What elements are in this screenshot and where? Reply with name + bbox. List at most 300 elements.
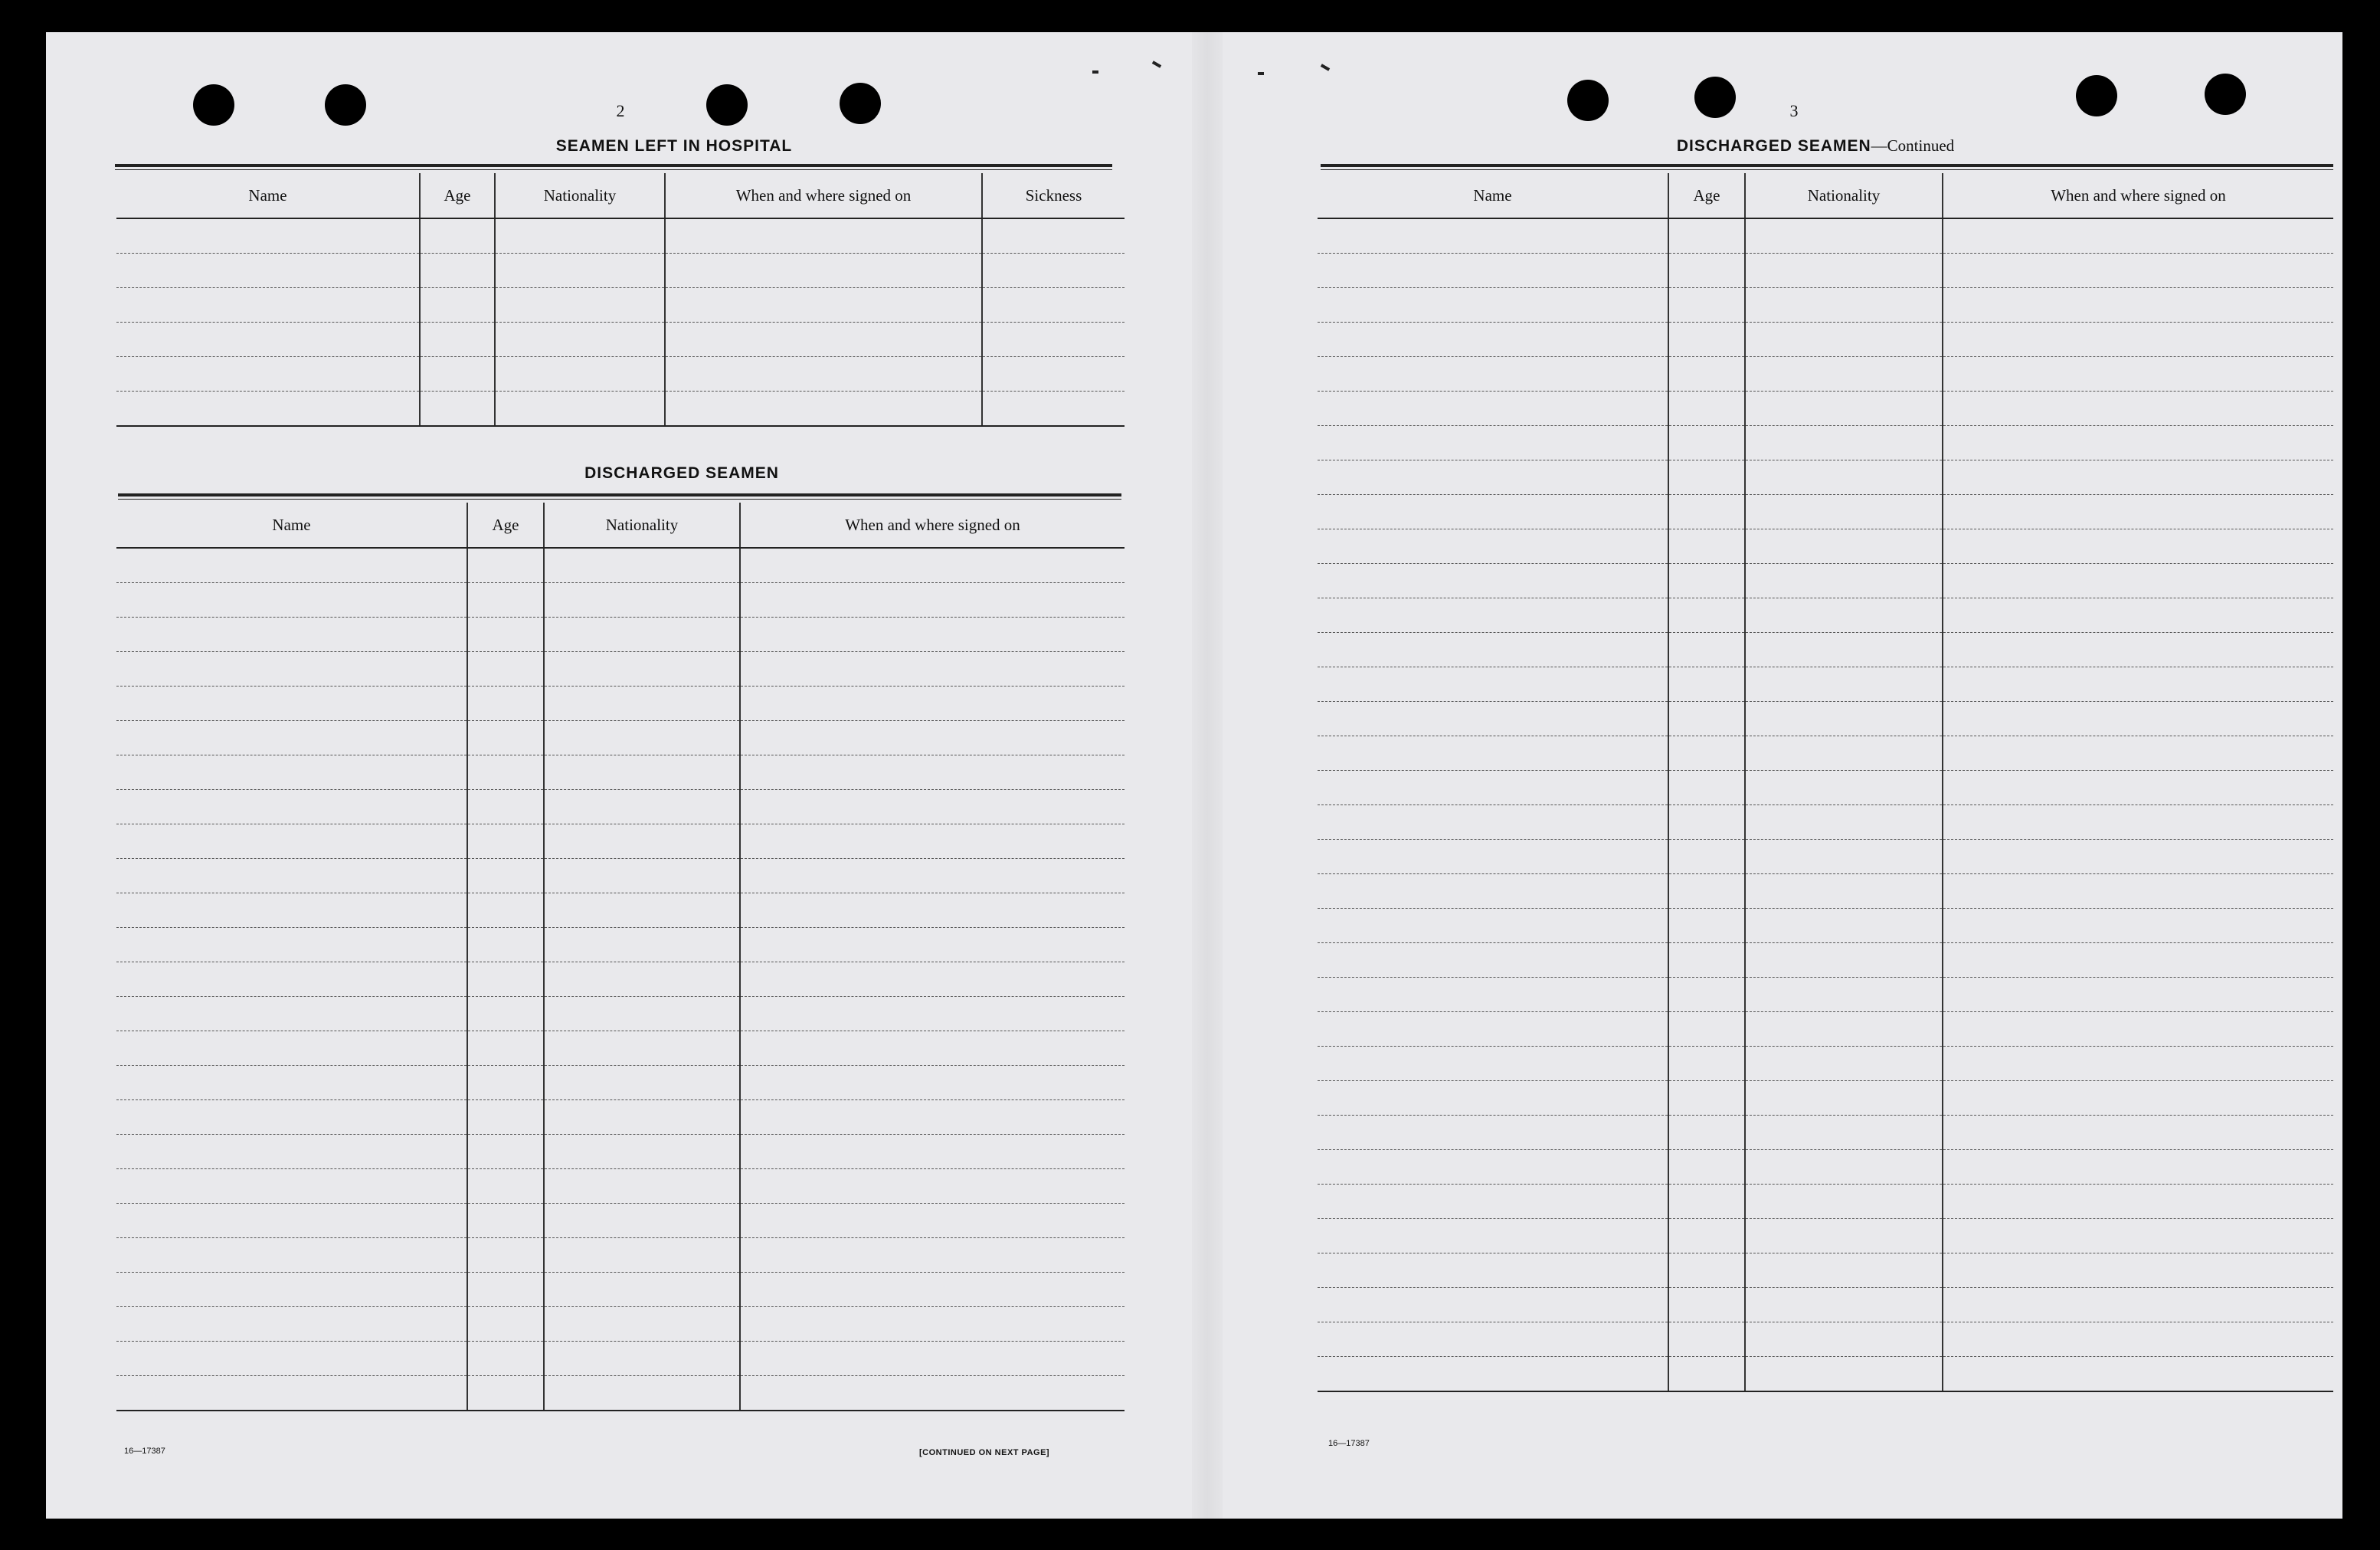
table-header-row bbox=[1318, 173, 2333, 218]
table-cell[interactable] bbox=[1943, 1253, 2333, 1288]
table-cell[interactable] bbox=[1745, 598, 1943, 633]
table-cell[interactable] bbox=[1668, 598, 1745, 633]
table-cell[interactable] bbox=[1745, 1288, 1943, 1322]
table-cell[interactable] bbox=[1668, 1012, 1745, 1047]
table-cell[interactable] bbox=[1668, 805, 1745, 840]
table-cell[interactable] bbox=[982, 357, 1125, 392]
table-cell[interactable] bbox=[420, 392, 495, 427]
table-cell[interactable] bbox=[116, 790, 467, 824]
table-cell[interactable] bbox=[1943, 909, 2333, 943]
table-cell[interactable] bbox=[740, 893, 1125, 928]
table-cell[interactable] bbox=[467, 997, 544, 1031]
table-cell[interactable] bbox=[1318, 218, 1668, 254]
table-cell[interactable] bbox=[544, 1376, 740, 1411]
table-cell[interactable] bbox=[1318, 840, 1668, 874]
table-cell[interactable] bbox=[544, 1307, 740, 1342]
table-cell[interactable] bbox=[1745, 978, 1943, 1012]
table-cell[interactable] bbox=[467, 1100, 544, 1135]
column-header-name: Name bbox=[116, 173, 420, 218]
table-row bbox=[1318, 943, 2333, 978]
table-cell[interactable] bbox=[1745, 702, 1943, 736]
table-cell[interactable] bbox=[544, 962, 740, 997]
table-cell[interactable] bbox=[1318, 943, 1668, 978]
table-cell[interactable] bbox=[740, 548, 1125, 583]
table-cell[interactable] bbox=[116, 323, 420, 357]
table-cell[interactable] bbox=[116, 1100, 467, 1135]
table-cell[interactable] bbox=[740, 1273, 1125, 1307]
table-cell[interactable] bbox=[116, 254, 420, 288]
table-cell[interactable] bbox=[1668, 771, 1745, 805]
table-cell[interactable] bbox=[544, 583, 740, 618]
table-cell[interactable] bbox=[740, 1238, 1125, 1273]
table-cell[interactable] bbox=[1318, 702, 1668, 736]
table-cell[interactable] bbox=[467, 721, 544, 755]
table-cell[interactable] bbox=[116, 928, 467, 962]
table-cell[interactable] bbox=[1318, 1219, 1668, 1253]
table-cell[interactable] bbox=[544, 1204, 740, 1238]
table-cell[interactable] bbox=[116, 548, 467, 583]
table-cell[interactable] bbox=[1745, 805, 1943, 840]
punch-hole bbox=[1567, 80, 1609, 121]
table-cell[interactable] bbox=[116, 1376, 467, 1411]
table-cell[interactable] bbox=[467, 583, 544, 618]
table-cell[interactable] bbox=[544, 1273, 740, 1307]
table-cell[interactable] bbox=[1668, 218, 1745, 254]
table-cell[interactable] bbox=[740, 652, 1125, 687]
table-cell[interactable] bbox=[740, 1307, 1125, 1342]
hospital-section-title: SEAMEN LEFT IN HOSPITAL bbox=[555, 137, 793, 155]
table-cell[interactable] bbox=[544, 652, 740, 687]
table-cell[interactable] bbox=[1943, 874, 2333, 909]
table-cell[interactable] bbox=[467, 1169, 544, 1204]
table-cell[interactable] bbox=[1668, 1047, 1745, 1081]
table-cell[interactable] bbox=[1745, 426, 1943, 460]
table-cell[interactable] bbox=[467, 893, 544, 928]
table-cell[interactable] bbox=[1318, 1047, 1668, 1081]
table-cell[interactable] bbox=[740, 859, 1125, 893]
table-cell[interactable] bbox=[544, 1100, 740, 1135]
speck bbox=[1092, 70, 1098, 74]
table-cell[interactable] bbox=[665, 288, 982, 323]
table-cell[interactable] bbox=[544, 618, 740, 652]
table-cell[interactable] bbox=[1745, 529, 1943, 564]
table-cell[interactable] bbox=[495, 323, 665, 357]
table-cell[interactable] bbox=[1745, 1047, 1943, 1081]
punch-hole bbox=[193, 84, 234, 126]
table-row bbox=[1318, 357, 2333, 392]
table-cell[interactable] bbox=[1668, 1357, 1745, 1392]
table-cell[interactable] bbox=[467, 652, 544, 687]
table-cell[interactable] bbox=[1318, 1185, 1668, 1219]
table-cell[interactable] bbox=[1668, 564, 1745, 598]
table-cell[interactable] bbox=[1668, 392, 1745, 426]
table-cell[interactable] bbox=[1318, 1116, 1668, 1150]
table-cell[interactable] bbox=[467, 1031, 544, 1066]
table-cell[interactable] bbox=[116, 997, 467, 1031]
table-cell[interactable] bbox=[1668, 736, 1745, 771]
table-cell[interactable] bbox=[467, 824, 544, 859]
table-cell[interactable] bbox=[740, 1169, 1125, 1204]
table-cell[interactable] bbox=[1943, 840, 2333, 874]
table-cell[interactable] bbox=[467, 1342, 544, 1376]
table-cell[interactable] bbox=[495, 392, 665, 427]
table-cell[interactable] bbox=[495, 218, 665, 254]
table-cell[interactable] bbox=[1668, 1185, 1745, 1219]
table-cell[interactable] bbox=[1943, 392, 2333, 426]
page-number: 3 bbox=[1789, 101, 1799, 120]
table-cell[interactable] bbox=[1745, 495, 1943, 529]
table-cell[interactable] bbox=[1668, 702, 1745, 736]
table-cell[interactable] bbox=[1318, 1012, 1668, 1047]
table-cell[interactable] bbox=[467, 962, 544, 997]
table-cell[interactable] bbox=[1943, 943, 2333, 978]
table-cell[interactable] bbox=[1745, 667, 1943, 702]
table-cell[interactable] bbox=[1943, 460, 2333, 495]
table-cell[interactable] bbox=[116, 1204, 467, 1238]
table-cell[interactable] bbox=[1745, 218, 1943, 254]
table-cell[interactable] bbox=[467, 1204, 544, 1238]
table-cell[interactable] bbox=[544, 790, 740, 824]
table-cell[interactable] bbox=[1668, 495, 1745, 529]
table-cell[interactable] bbox=[1943, 633, 2333, 667]
table-cell[interactable] bbox=[1943, 1081, 2333, 1116]
table-cell[interactable] bbox=[1668, 633, 1745, 667]
table-cell[interactable] bbox=[116, 1169, 467, 1204]
table-cell[interactable] bbox=[467, 1273, 544, 1307]
table-cell[interactable] bbox=[467, 618, 544, 652]
punch-hole bbox=[325, 84, 366, 126]
table-cell[interactable] bbox=[1943, 978, 2333, 1012]
table-cell[interactable] bbox=[467, 1307, 544, 1342]
table-cell[interactable] bbox=[1668, 909, 1745, 943]
table-cell[interactable] bbox=[1943, 598, 2333, 633]
table-cell[interactable] bbox=[1318, 667, 1668, 702]
table-cell[interactable] bbox=[1745, 1253, 1943, 1288]
table-cell[interactable] bbox=[1668, 460, 1745, 495]
table-cell[interactable] bbox=[116, 618, 467, 652]
discharged-table bbox=[116, 503, 1125, 1411]
table-cell[interactable] bbox=[1318, 805, 1668, 840]
table-cell[interactable] bbox=[1318, 736, 1668, 771]
table-cell[interactable] bbox=[116, 1307, 467, 1342]
table-cell[interactable] bbox=[467, 1135, 544, 1169]
table-cell[interactable] bbox=[495, 288, 665, 323]
table-cell[interactable] bbox=[740, 1031, 1125, 1066]
table-cell[interactable] bbox=[116, 583, 467, 618]
table-cell[interactable] bbox=[1668, 288, 1745, 323]
table-cell[interactable] bbox=[1745, 1185, 1943, 1219]
table-cell[interactable] bbox=[740, 1376, 1125, 1411]
table-cell[interactable] bbox=[1943, 1322, 2333, 1357]
table-cell[interactable] bbox=[544, 859, 740, 893]
table-cell[interactable] bbox=[420, 254, 495, 288]
table-cell[interactable] bbox=[665, 218, 982, 254]
table-cell[interactable] bbox=[1745, 460, 1943, 495]
table-cell[interactable] bbox=[1745, 874, 1943, 909]
table-row bbox=[116, 928, 1125, 962]
table-cell[interactable] bbox=[740, 997, 1125, 1031]
table-cell[interactable] bbox=[740, 824, 1125, 859]
table-cell[interactable] bbox=[116, 859, 467, 893]
table-cell[interactable] bbox=[1745, 357, 1943, 392]
table-cell[interactable] bbox=[1318, 495, 1668, 529]
table-cell[interactable] bbox=[1318, 1253, 1668, 1288]
table-cell[interactable] bbox=[1943, 667, 2333, 702]
table-cell[interactable] bbox=[116, 893, 467, 928]
table-cell[interactable] bbox=[1943, 357, 2333, 392]
table-cell[interactable] bbox=[1318, 323, 1668, 357]
table-cell[interactable] bbox=[740, 928, 1125, 962]
table-cell[interactable] bbox=[665, 357, 982, 392]
table-cell[interactable] bbox=[1318, 460, 1668, 495]
table-cell[interactable] bbox=[982, 392, 1125, 427]
table-cell[interactable] bbox=[1943, 323, 2333, 357]
table-cell[interactable] bbox=[1668, 978, 1745, 1012]
continued-note: [CONTINUED ON NEXT PAGE] bbox=[919, 1448, 1050, 1457]
table-cell[interactable] bbox=[1745, 1322, 1943, 1357]
table-cell[interactable] bbox=[467, 790, 544, 824]
table-cell[interactable] bbox=[1318, 771, 1668, 805]
table-row bbox=[1318, 495, 2333, 529]
table-cell[interactable] bbox=[1943, 529, 2333, 564]
table-cell[interactable] bbox=[116, 1238, 467, 1273]
table-cell[interactable] bbox=[1668, 1253, 1745, 1288]
table-cell[interactable] bbox=[116, 824, 467, 859]
discharged-continued-title bbox=[1279, 136, 2352, 156]
table-cell[interactable] bbox=[544, 997, 740, 1031]
table-cell[interactable] bbox=[665, 323, 982, 357]
table-cell[interactable] bbox=[116, 652, 467, 687]
table-cell[interactable] bbox=[1318, 529, 1668, 564]
table-cell[interactable] bbox=[982, 288, 1125, 323]
column-header-age: Age bbox=[1668, 173, 1745, 218]
table-cell[interactable] bbox=[1943, 495, 2333, 529]
table-row bbox=[1318, 1219, 2333, 1253]
table-cell[interactable] bbox=[1745, 909, 1943, 943]
table-cell[interactable] bbox=[1745, 840, 1943, 874]
table-cell[interactable] bbox=[116, 755, 467, 790]
table-cell[interactable] bbox=[740, 1066, 1125, 1100]
table-cell[interactable] bbox=[1318, 1322, 1668, 1357]
table-cell[interactable] bbox=[420, 323, 495, 357]
table-cell[interactable] bbox=[1668, 254, 1745, 288]
table-cell[interactable] bbox=[1943, 1012, 2333, 1047]
table-cell[interactable] bbox=[740, 1204, 1125, 1238]
table-cell[interactable] bbox=[544, 548, 740, 583]
table-cell[interactable] bbox=[1668, 667, 1745, 702]
table-cell[interactable] bbox=[1745, 633, 1943, 667]
table-row bbox=[116, 218, 1125, 254]
table-cell[interactable] bbox=[1745, 288, 1943, 323]
table-cell[interactable] bbox=[1668, 1219, 1745, 1253]
table-row bbox=[116, 1238, 1125, 1273]
table-cell[interactable] bbox=[1318, 633, 1668, 667]
table-cell[interactable] bbox=[116, 1273, 467, 1307]
table-cell[interactable] bbox=[982, 254, 1125, 288]
table-cell[interactable] bbox=[740, 687, 1125, 721]
table-cell[interactable] bbox=[1943, 805, 2333, 840]
table-cell[interactable] bbox=[1943, 1219, 2333, 1253]
table-cell[interactable] bbox=[420, 218, 495, 254]
table-cell[interactable] bbox=[116, 962, 467, 997]
hospital-top-rule bbox=[115, 164, 1112, 170]
form-number: 16—17387 bbox=[1328, 1439, 1370, 1448]
table-cell[interactable] bbox=[1668, 943, 1745, 978]
table-cell[interactable] bbox=[1318, 426, 1668, 460]
table-cell[interactable] bbox=[1668, 1322, 1745, 1357]
table-cell[interactable] bbox=[467, 1066, 544, 1100]
table-cell[interactable] bbox=[1668, 529, 1745, 564]
table-cell[interactable] bbox=[982, 323, 1125, 357]
table-cell[interactable] bbox=[1318, 978, 1668, 1012]
table-row bbox=[116, 583, 1125, 618]
table-cell[interactable] bbox=[1943, 771, 2333, 805]
table-row bbox=[1318, 1253, 2333, 1288]
table-cell[interactable] bbox=[1943, 736, 2333, 771]
table-row bbox=[116, 893, 1125, 928]
table-cell[interactable] bbox=[1943, 1047, 2333, 1081]
table-cell[interactable] bbox=[116, 1066, 467, 1100]
table-cell[interactable] bbox=[1745, 1012, 1943, 1047]
table-cell[interactable] bbox=[467, 548, 544, 583]
table-cell[interactable] bbox=[420, 357, 495, 392]
table-cell[interactable] bbox=[1318, 392, 1668, 426]
table-cell[interactable] bbox=[1943, 254, 2333, 288]
table-cell[interactable] bbox=[740, 1342, 1125, 1376]
table-cell[interactable] bbox=[1318, 909, 1668, 943]
table-cell[interactable] bbox=[116, 357, 420, 392]
table-cell[interactable] bbox=[116, 288, 420, 323]
table-cell[interactable] bbox=[467, 859, 544, 893]
speck bbox=[1152, 61, 1161, 67]
table-cell[interactable] bbox=[1318, 1288, 1668, 1322]
table-cell[interactable] bbox=[116, 218, 420, 254]
table-cell[interactable] bbox=[544, 1238, 740, 1273]
table-cell[interactable] bbox=[665, 254, 982, 288]
table-cell[interactable] bbox=[467, 755, 544, 790]
table-cell[interactable] bbox=[1943, 702, 2333, 736]
column-header-signed-on: When and where signed on bbox=[1943, 173, 2333, 218]
table-cell[interactable] bbox=[544, 755, 740, 790]
speck bbox=[1321, 64, 1330, 70]
table-cell[interactable] bbox=[467, 1238, 544, 1273]
table-cell[interactable] bbox=[1668, 1081, 1745, 1116]
table-cell[interactable] bbox=[740, 1135, 1125, 1169]
table-cell[interactable] bbox=[1745, 1150, 1943, 1185]
table-cell[interactable] bbox=[1318, 1150, 1668, 1185]
table-cell[interactable] bbox=[1318, 598, 1668, 633]
table-row bbox=[1318, 254, 2333, 288]
table-cell[interactable] bbox=[1943, 1288, 2333, 1322]
table-row bbox=[116, 1066, 1125, 1100]
table-header-row bbox=[116, 173, 1125, 218]
table-cell[interactable] bbox=[467, 687, 544, 721]
table-cell[interactable] bbox=[544, 1066, 740, 1100]
table-cell[interactable] bbox=[740, 1100, 1125, 1135]
table-cell[interactable] bbox=[740, 790, 1125, 824]
table-cell[interactable] bbox=[1745, 392, 1943, 426]
table-cell[interactable] bbox=[1745, 736, 1943, 771]
table-cell[interactable] bbox=[544, 1135, 740, 1169]
table-cell[interactable] bbox=[740, 618, 1125, 652]
table-cell[interactable] bbox=[467, 928, 544, 962]
table-cell[interactable] bbox=[982, 218, 1125, 254]
table-cell[interactable] bbox=[1668, 426, 1745, 460]
table-cell[interactable] bbox=[1668, 1150, 1745, 1185]
table-cell[interactable] bbox=[1318, 357, 1668, 392]
table-cell[interactable] bbox=[1318, 564, 1668, 598]
table-row bbox=[1318, 909, 2333, 943]
table-cell[interactable] bbox=[116, 392, 420, 427]
table-cell[interactable] bbox=[467, 1376, 544, 1411]
table-cell[interactable] bbox=[1745, 323, 1943, 357]
table-cell[interactable] bbox=[1745, 1081, 1943, 1116]
table-cell[interactable] bbox=[1943, 218, 2333, 254]
table-cell[interactable] bbox=[116, 687, 467, 721]
table-row bbox=[1318, 1116, 2333, 1150]
table-cell[interactable] bbox=[1668, 1116, 1745, 1150]
table-cell[interactable] bbox=[116, 1135, 467, 1169]
table-row bbox=[1318, 874, 2333, 909]
table-cell[interactable] bbox=[1943, 564, 2333, 598]
table-cell[interactable] bbox=[420, 288, 495, 323]
table-cell[interactable] bbox=[1318, 1081, 1668, 1116]
table-cell[interactable] bbox=[1318, 254, 1668, 288]
table-cell[interactable] bbox=[1318, 1357, 1668, 1392]
table-cell[interactable] bbox=[1943, 288, 2333, 323]
table-cell[interactable] bbox=[740, 583, 1125, 618]
table-cell[interactable] bbox=[1745, 564, 1943, 598]
table-cell[interactable] bbox=[544, 721, 740, 755]
table-cell[interactable] bbox=[1943, 1116, 2333, 1150]
table-cell[interactable] bbox=[1745, 943, 1943, 978]
table-cell[interactable] bbox=[544, 928, 740, 962]
table-cell[interactable] bbox=[1668, 357, 1745, 392]
table-cell[interactable] bbox=[1668, 874, 1745, 909]
table-cell[interactable] bbox=[544, 893, 740, 928]
table-row bbox=[1318, 392, 2333, 426]
table-cell[interactable] bbox=[1745, 254, 1943, 288]
table-cell[interactable] bbox=[740, 962, 1125, 997]
table-cell[interactable] bbox=[1943, 426, 2333, 460]
table-cell[interactable] bbox=[740, 721, 1125, 755]
table-cell[interactable] bbox=[1668, 323, 1745, 357]
table-cell[interactable] bbox=[544, 1169, 740, 1204]
table-cell[interactable] bbox=[495, 357, 665, 392]
table-cell[interactable] bbox=[1668, 1288, 1745, 1322]
table-cell[interactable] bbox=[544, 1031, 740, 1066]
table-cell[interactable] bbox=[740, 755, 1125, 790]
table-cell[interactable] bbox=[116, 721, 467, 755]
table-cell[interactable] bbox=[1745, 1116, 1943, 1150]
table-cell[interactable] bbox=[116, 1342, 467, 1376]
table-cell[interactable] bbox=[544, 824, 740, 859]
table-cell[interactable] bbox=[1745, 1219, 1943, 1253]
table-cell[interactable] bbox=[544, 1342, 740, 1376]
table-cell[interactable] bbox=[1943, 1150, 2333, 1185]
table-cell[interactable] bbox=[1745, 771, 1943, 805]
table-cell[interactable] bbox=[665, 392, 982, 427]
table-cell[interactable] bbox=[1668, 840, 1745, 874]
table-cell[interactable] bbox=[495, 254, 665, 288]
table-cell[interactable] bbox=[1318, 874, 1668, 909]
table-cell[interactable] bbox=[544, 687, 740, 721]
table-cell[interactable] bbox=[116, 1031, 467, 1066]
table-cell[interactable] bbox=[1943, 1357, 2333, 1392]
table-cell[interactable] bbox=[1745, 1357, 1943, 1392]
table-cell[interactable] bbox=[1318, 288, 1668, 323]
table-cell[interactable] bbox=[1943, 1185, 2333, 1219]
